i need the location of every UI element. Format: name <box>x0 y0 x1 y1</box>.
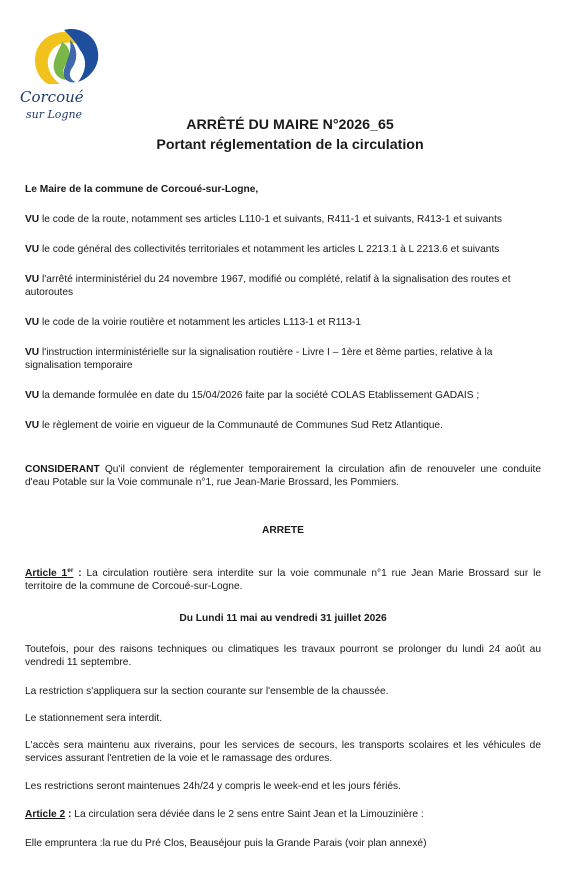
vu-label: VU <box>25 214 40 225</box>
vu-text: la demande formulée en date du 15/04/2026 faite par la société COLAS Etablissement GADAIS ; <box>42 390 480 401</box>
logo-emblem-icon <box>18 22 110 122</box>
vu-text: le code de la route, notamment ses articles L110-1 et suivants, R411-1 et suivants, R413-1 et suivants <box>42 214 503 225</box>
article-2-label: Article 2 <box>25 809 66 820</box>
article-1-text: La circulation routière sera interdite sur la voie communale n°1 rue Jean Marie Brossard sur le territoire de la commune de Corcoué-sur-Logne. <box>25 568 541 592</box>
paragraph: L'accès sera maintenu aux riverains, pour les services de secours, les transports scolaires et les véhicules de services assurant l'entretien de la voie et le ramassage des ordures. <box>25 740 541 764</box>
vu-item <box>25 273 541 299</box>
article-1-label: Article 1er <box>25 567 74 579</box>
article-2-paragraph: Article 2 : La circulation sera déviée dans le 2 sens entre Saint Jean et la Limouzinière : <box>25 809 424 820</box>
vu-item <box>25 346 541 372</box>
vu-item <box>25 316 541 329</box>
vu-text: le code général des collectivités territoriales et notamment les articles L 2213.1 à L 2213.6 et suivants <box>42 244 500 255</box>
article-1-paragraph: Article 1er : La circulation routière sera interdite sur la voie communale n°1 rue Jean Marie Brossard sur le territoire de la commune de Corcoué-sur-Logne. <box>25 567 541 592</box>
paragraph: Le stationnement sera interdit. <box>25 713 163 724</box>
vu-label: VU <box>25 420 40 431</box>
vu-label: VU <box>25 274 40 285</box>
considerant-text: Qu'il convient de réglementer temporairement la circulation afin de renouveler une conduite d'eau Potable sur la Voie communale n°1, rue Jean-Marie Brossard, les Pommiers. <box>25 464 541 488</box>
vu-text: l'arrêté interministériel du 24 novembre 1967, modifié ou complété, relatif à la signalisation des routes et autoroutes <box>25 274 511 298</box>
vu-item <box>25 243 541 256</box>
vu-item <box>25 419 541 432</box>
vu-item <box>25 213 541 226</box>
svg-text:Corcoué: Corcoué <box>20 88 84 106</box>
arrete-heading: ARRETE <box>262 525 304 536</box>
vu-label: VU <box>25 347 40 358</box>
vu-item <box>25 389 541 402</box>
vu-label: VU <box>25 244 40 255</box>
commune-logo <box>18 22 110 122</box>
article-2-text: La circulation sera déviée dans le 2 sens entre Saint Jean et la Limouzinière : <box>74 809 424 820</box>
vu-text: l'instruction interministérielle sur la signalisation routière - Livre I – 1ère et 8ème parties, relative à la signalisation temporaire <box>25 347 493 371</box>
document-title-block <box>120 115 460 155</box>
vu-label: VU <box>25 317 40 328</box>
vu-text: le code de la voirie routière et notamment les articles L113-1 et R113-1 <box>42 317 361 328</box>
svg-text:sur Logne: sur Logne <box>26 108 83 121</box>
intro-line: Le Maire de la commune de Corcoué-sur-Logne, <box>25 184 259 195</box>
paragraph: Les restrictions seront maintenues 24h/24 y compris le week-end et les jours fériés. <box>25 781 401 792</box>
detour-paragraph: Elle empruntera :la rue du Pré Clos, Beauséjour puis la Grande Parais (voir plan annexé) <box>25 838 427 849</box>
document-subtitle: Portant réglementation de la circulation <box>156 137 424 153</box>
document-title: ARRÊTÉ DU MAIRE N°2026_65 <box>186 117 394 133</box>
paragraph: La restriction s'appliquera sur la section courante sur l'ensemble de la chaussée. <box>25 686 389 697</box>
vu-label: VU <box>25 390 40 401</box>
vu-text: le règlement de voirie en vigueur de la Communauté de Communes Sud Retz Atlantique. <box>42 420 443 431</box>
paragraph: Toutefois, pour des raisons techniques ou climatiques les travaux pourront se prolonger du lundi 24 août au vendredi 11 septembre. <box>25 644 541 668</box>
considerant-paragraph <box>25 463 541 489</box>
period-line: Du Lundi 11 mai au vendredi 31 juillet 2026 <box>179 613 387 624</box>
considerant-label: CONSIDERANT <box>25 464 100 475</box>
